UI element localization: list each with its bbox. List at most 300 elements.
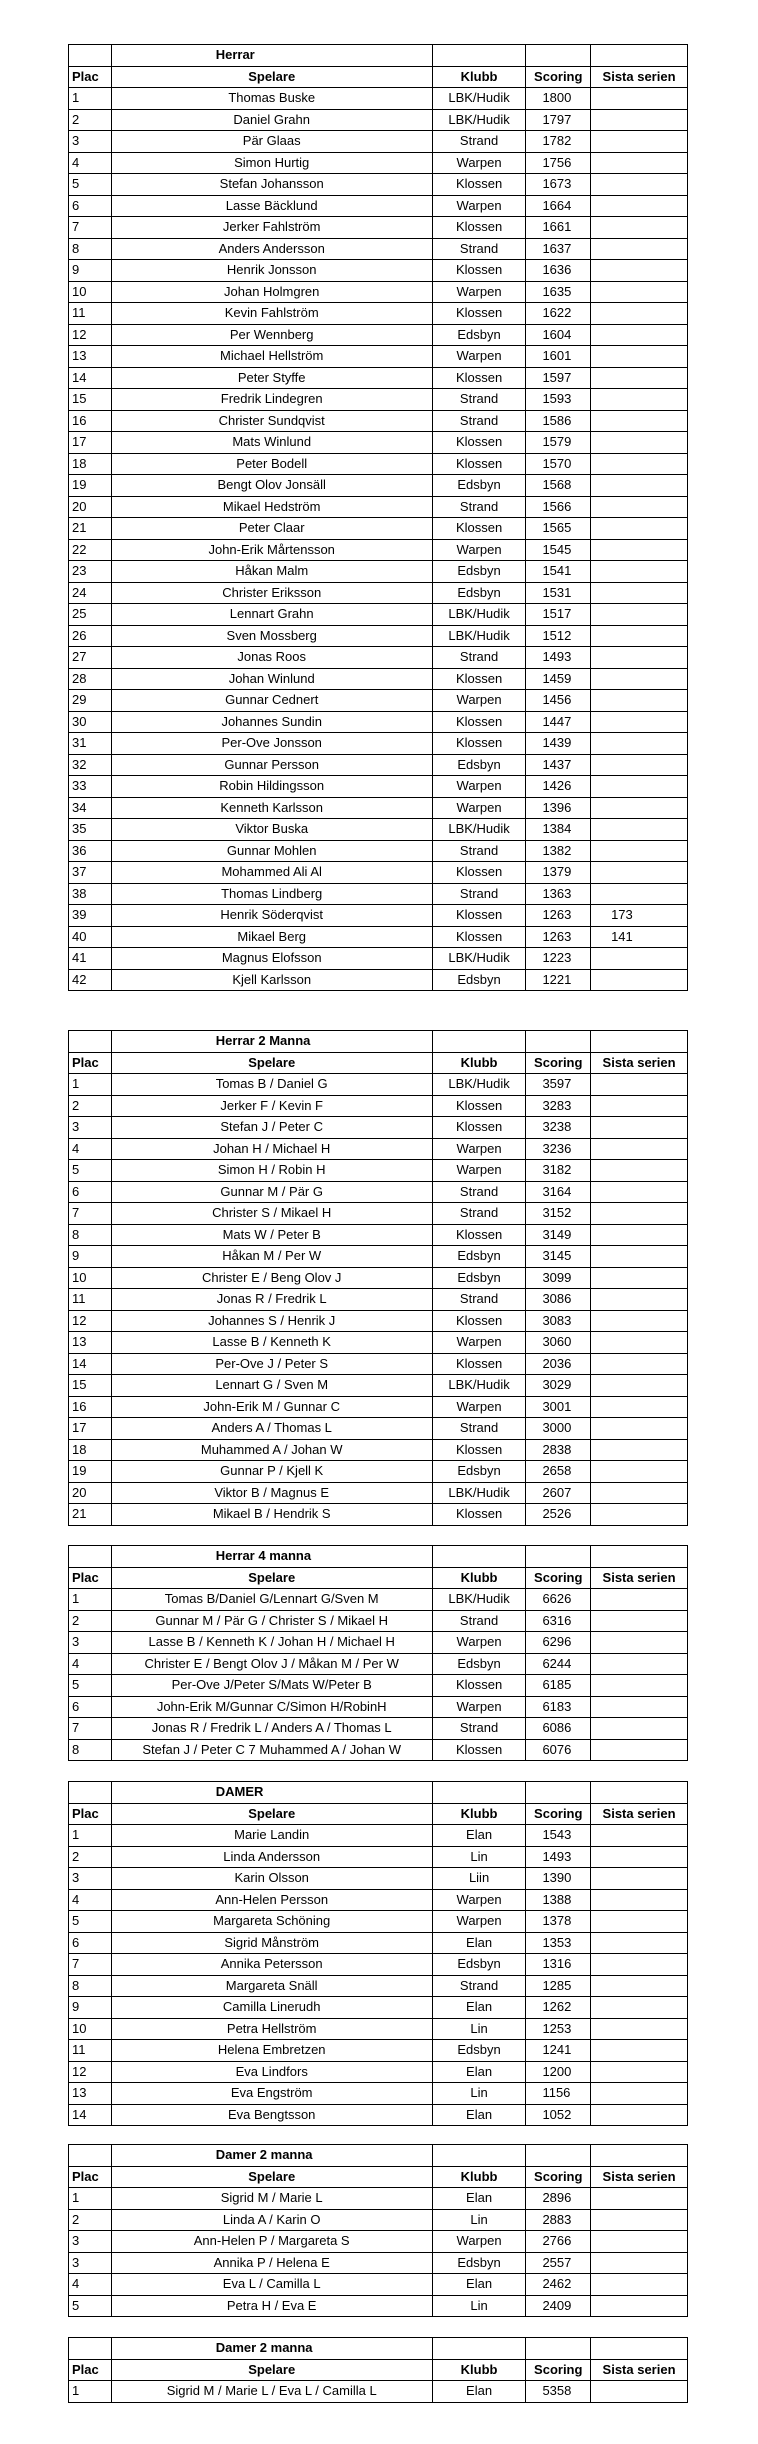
cell-score: 3086 bbox=[526, 1289, 591, 1311]
table-row bbox=[69, 367, 688, 389]
cell-last-series bbox=[591, 1418, 688, 1440]
cell-plac: 11 bbox=[69, 303, 112, 325]
cell-player: Gunnar Cednert bbox=[111, 690, 432, 712]
cell-plac: 4 bbox=[69, 152, 112, 174]
cell-last-series bbox=[591, 1074, 688, 1096]
standings-table bbox=[68, 44, 688, 991]
cell-club: Edsbyn bbox=[432, 324, 526, 346]
cell-club: Warpen bbox=[432, 539, 526, 561]
title-empty-cell bbox=[69, 1782, 112, 1804]
table-row bbox=[69, 1074, 688, 1096]
cell-player: Magnus Elofsson bbox=[111, 948, 432, 970]
cell-club: Elan bbox=[432, 2104, 526, 2126]
cell-club: Strand bbox=[432, 1203, 526, 1225]
table-row bbox=[69, 1138, 688, 1160]
cell-plac: 7 bbox=[69, 1203, 112, 1225]
cell-player: Lennart Grahn bbox=[111, 604, 432, 626]
cell-last-series bbox=[591, 1610, 688, 1632]
column-header-score: Scoring bbox=[526, 1052, 591, 1074]
cell-score: 2409 bbox=[526, 2295, 591, 2317]
cell-club: Lin bbox=[432, 1846, 526, 1868]
cell-plac: 1 bbox=[69, 2188, 112, 2210]
table-row bbox=[69, 1696, 688, 1718]
cell-last-series bbox=[591, 367, 688, 389]
cell-club: Klossen bbox=[432, 260, 526, 282]
cell-player: Christer E / Beng Olov J bbox=[111, 1267, 432, 1289]
cell-last-series bbox=[591, 1353, 688, 1375]
cell-club: Lin bbox=[432, 2295, 526, 2317]
cell-club: Edsbyn bbox=[432, 1954, 526, 1976]
cell-score: 1379 bbox=[526, 862, 591, 884]
cell-club: Klossen bbox=[432, 905, 526, 927]
cell-club: Edsbyn bbox=[432, 1653, 526, 1675]
cell-club: Klossen bbox=[432, 1675, 526, 1697]
cell-score: 2658 bbox=[526, 1461, 591, 1483]
cell-score: 2036 bbox=[526, 1353, 591, 1375]
cell-player: Margareta Snäll bbox=[111, 1975, 432, 1997]
cell-last-series bbox=[591, 238, 688, 260]
table-row bbox=[69, 1889, 688, 1911]
standings-table bbox=[68, 2144, 688, 2317]
column-header-player: Spelare bbox=[111, 2166, 432, 2188]
cell-plac: 6 bbox=[69, 1932, 112, 1954]
cell-player: Johannes Sundin bbox=[111, 711, 432, 733]
cell-player: Christer E / Bengt Olov J / Måkan M / Per W bbox=[111, 1653, 432, 1675]
table-row bbox=[69, 1353, 688, 1375]
table-row bbox=[69, 1739, 688, 1761]
cell-player: Jerker Fahlström bbox=[111, 217, 432, 239]
cell-player: Eva Engström bbox=[111, 2083, 432, 2105]
table-row bbox=[69, 475, 688, 497]
cell-score: 1661 bbox=[526, 217, 591, 239]
cell-plac: 23 bbox=[69, 561, 112, 583]
cell-player: Jonas Roos bbox=[111, 647, 432, 669]
cell-last-series bbox=[591, 1461, 688, 1483]
cell-plac: 3 bbox=[69, 2252, 112, 2274]
column-header-club: Klubb bbox=[432, 2166, 526, 2188]
cell-last-series bbox=[591, 152, 688, 174]
cell-last-series bbox=[591, 2295, 688, 2317]
cell-club: Elan bbox=[432, 2274, 526, 2296]
cell-last-series bbox=[591, 88, 688, 110]
cell-plac: 5 bbox=[69, 1911, 112, 1933]
cell-plac: 10 bbox=[69, 2018, 112, 2040]
cell-score: 3099 bbox=[526, 1267, 591, 1289]
table-row bbox=[69, 1439, 688, 1461]
table-row bbox=[69, 1954, 688, 1976]
cell-score: 3149 bbox=[526, 1224, 591, 1246]
cell-club: LBK/Hudik bbox=[432, 1074, 526, 1096]
cell-last-series bbox=[591, 1846, 688, 1868]
cell-player: Gunnar P / Kjell K bbox=[111, 1461, 432, 1483]
table-row bbox=[69, 582, 688, 604]
cell-club: Edsbyn bbox=[432, 582, 526, 604]
cell-player: John-Erik M/Gunnar C/Simon H/RobinH bbox=[111, 1696, 432, 1718]
table-row bbox=[69, 797, 688, 819]
cell-score: 1363 bbox=[526, 883, 591, 905]
cell-score: 1263 bbox=[526, 905, 591, 927]
cell-last-series bbox=[591, 410, 688, 432]
table-row bbox=[69, 754, 688, 776]
cell-player: Camilla Linerudh bbox=[111, 1997, 432, 2019]
cell-score: 3597 bbox=[526, 1074, 591, 1096]
cell-club: Klossen bbox=[432, 303, 526, 325]
cell-plac: 8 bbox=[69, 1224, 112, 1246]
table-row bbox=[69, 152, 688, 174]
cell-score: 1545 bbox=[526, 539, 591, 561]
title-empty-cell bbox=[591, 1782, 688, 1804]
cell-plac: 18 bbox=[69, 453, 112, 475]
cell-plac: 33 bbox=[69, 776, 112, 798]
cell-player: Per Wennberg bbox=[111, 324, 432, 346]
cell-player: Gunnar M / Pär G bbox=[111, 1181, 432, 1203]
cell-club: Warpen bbox=[432, 1332, 526, 1354]
cell-club: LBK/Hudik bbox=[432, 88, 526, 110]
column-header-plac: Plac bbox=[69, 1567, 112, 1589]
cell-player: Per-Ove J/Peter S/Mats W/Peter B bbox=[111, 1675, 432, 1697]
cell-club: Strand bbox=[432, 647, 526, 669]
cell-player: Håkan Malm bbox=[111, 561, 432, 583]
title-empty-cell bbox=[591, 1546, 688, 1568]
column-header-plac: Plac bbox=[69, 1803, 112, 1825]
cell-club: Elan bbox=[432, 1825, 526, 1847]
cell-score: 1241 bbox=[526, 2040, 591, 2062]
cell-last-series bbox=[591, 1117, 688, 1139]
standings-table bbox=[68, 1545, 688, 1761]
cell-club: Strand bbox=[432, 1418, 526, 1440]
cell-score: 1637 bbox=[526, 238, 591, 260]
cell-score: 1622 bbox=[526, 303, 591, 325]
cell-plac: 9 bbox=[69, 1997, 112, 2019]
cell-score: 3083 bbox=[526, 1310, 591, 1332]
cell-player: Peter Claar bbox=[111, 518, 432, 540]
cell-score: 1382 bbox=[526, 840, 591, 862]
cell-plac: 4 bbox=[69, 2274, 112, 2296]
cell-score: 6086 bbox=[526, 1718, 591, 1740]
table-header-row bbox=[69, 1052, 688, 1074]
cell-plac: 39 bbox=[69, 905, 112, 927]
cell-last-series bbox=[591, 1868, 688, 1890]
cell-last-series bbox=[591, 432, 688, 454]
cell-player: Petra Hellström bbox=[111, 2018, 432, 2040]
cell-club: Klossen bbox=[432, 711, 526, 733]
cell-plac: 37 bbox=[69, 862, 112, 884]
cell-score: 1664 bbox=[526, 195, 591, 217]
cell-score: 3164 bbox=[526, 1181, 591, 1203]
cell-plac: 36 bbox=[69, 840, 112, 862]
cell-club: Warpen bbox=[432, 2231, 526, 2253]
cell-last-series bbox=[591, 819, 688, 841]
table-row bbox=[69, 2295, 688, 2317]
cell-plac: 9 bbox=[69, 260, 112, 282]
cell-plac: 7 bbox=[69, 217, 112, 239]
cell-club: Warpen bbox=[432, 1889, 526, 1911]
cell-plac: 3 bbox=[69, 1868, 112, 1890]
cell-last-series bbox=[591, 496, 688, 518]
cell-plac: 8 bbox=[69, 238, 112, 260]
title-empty-cell bbox=[526, 45, 591, 67]
cell-last-series bbox=[591, 1589, 688, 1611]
cell-club: Warpen bbox=[432, 690, 526, 712]
table-row bbox=[69, 1911, 688, 1933]
cell-score: 6626 bbox=[526, 1589, 591, 1611]
cell-club: Elan bbox=[432, 2188, 526, 2210]
cell-player: Lennart G / Sven M bbox=[111, 1375, 432, 1397]
title-empty-cell bbox=[526, 1031, 591, 1053]
cell-last-series bbox=[591, 303, 688, 325]
column-header-club: Klubb bbox=[432, 66, 526, 88]
cell-player: Jerker F / Kevin F bbox=[111, 1095, 432, 1117]
cell-plac: 20 bbox=[69, 496, 112, 518]
cell-player: Robin Hildingsson bbox=[111, 776, 432, 798]
cell-last-series bbox=[591, 1675, 688, 1697]
cell-score: 1531 bbox=[526, 582, 591, 604]
cell-player: Eva Bengtsson bbox=[111, 2104, 432, 2126]
cell-club: LBK/Hudik bbox=[432, 1589, 526, 1611]
cell-plac: 41 bbox=[69, 948, 112, 970]
cell-club: LBK/Hudik bbox=[432, 1375, 526, 1397]
column-header-player: Spelare bbox=[111, 66, 432, 88]
cell-score: 1316 bbox=[526, 1954, 591, 1976]
cell-last-series bbox=[591, 131, 688, 153]
title-empty-cell bbox=[69, 2145, 112, 2167]
cell-plac: 18 bbox=[69, 1439, 112, 1461]
cell-plac: 27 bbox=[69, 647, 112, 669]
cell-score: 1579 bbox=[526, 432, 591, 454]
cell-plac: 24 bbox=[69, 582, 112, 604]
cell-last-series bbox=[591, 1889, 688, 1911]
cell-plac: 8 bbox=[69, 1739, 112, 1761]
cell-score: 1673 bbox=[526, 174, 591, 196]
column-header-player: Spelare bbox=[111, 1567, 432, 1589]
cell-club: Klossen bbox=[432, 518, 526, 540]
cell-plac: 19 bbox=[69, 1461, 112, 1483]
table-row bbox=[69, 819, 688, 841]
cell-club: Strand bbox=[432, 496, 526, 518]
cell-plac: 26 bbox=[69, 625, 112, 647]
cell-score: 1800 bbox=[526, 88, 591, 110]
table-row bbox=[69, 926, 688, 948]
cell-player: Lasse B / Kenneth K bbox=[111, 1332, 432, 1354]
cell-last-series bbox=[591, 1267, 688, 1289]
column-header-score: Scoring bbox=[526, 1567, 591, 1589]
cell-club: Klossen bbox=[432, 453, 526, 475]
cell-plac: 4 bbox=[69, 1653, 112, 1675]
table-row bbox=[69, 1160, 688, 1182]
table-title: DAMER bbox=[111, 1782, 432, 1804]
table-row bbox=[69, 711, 688, 733]
cell-score: 1200 bbox=[526, 2061, 591, 2083]
cell-club: Edsbyn bbox=[432, 1246, 526, 1268]
cell-last-series bbox=[591, 1482, 688, 1504]
cell-club: Strand bbox=[432, 238, 526, 260]
cell-score: 2557 bbox=[526, 2252, 591, 2274]
cell-club: LBK/Hudik bbox=[432, 1482, 526, 1504]
cell-player: Sigrid M / Marie L bbox=[111, 2188, 432, 2210]
cell-club: Klossen bbox=[432, 1117, 526, 1139]
cell-player: Stefan J / Peter C bbox=[111, 1117, 432, 1139]
cell-score: 1456 bbox=[526, 690, 591, 712]
cell-last-series bbox=[591, 1224, 688, 1246]
cell-score: 1378 bbox=[526, 1911, 591, 1933]
cell-player: Sven Mossberg bbox=[111, 625, 432, 647]
cell-player: Viktor B / Magnus E bbox=[111, 1482, 432, 1504]
cell-score: 1756 bbox=[526, 152, 591, 174]
cell-score: 1635 bbox=[526, 281, 591, 303]
cell-plac: 11 bbox=[69, 1289, 112, 1311]
cell-last-series bbox=[591, 1954, 688, 1976]
title-empty-cell bbox=[526, 1546, 591, 1568]
cell-last-series bbox=[591, 883, 688, 905]
cell-club: Klossen bbox=[432, 432, 526, 454]
cell-player: Christer Sundqvist bbox=[111, 410, 432, 432]
cell-score: 2462 bbox=[526, 2274, 591, 2296]
cell-score: 2896 bbox=[526, 2188, 591, 2210]
cell-player: John-Erik Mårtensson bbox=[111, 539, 432, 561]
title-empty-cell bbox=[591, 2338, 688, 2360]
column-header-player: Spelare bbox=[111, 2359, 432, 2381]
title-empty-cell bbox=[432, 1031, 526, 1053]
table-row bbox=[69, 1461, 688, 1483]
cell-score: 1285 bbox=[526, 1975, 591, 1997]
cell-player: Peter Styffe bbox=[111, 367, 432, 389]
cell-last-series bbox=[591, 475, 688, 497]
cell-score: 6183 bbox=[526, 1696, 591, 1718]
cell-score: 1565 bbox=[526, 518, 591, 540]
table-row bbox=[69, 2209, 688, 2231]
table-title-row bbox=[69, 2145, 688, 2167]
cell-plac: 38 bbox=[69, 883, 112, 905]
table-row bbox=[69, 1997, 688, 2019]
cell-score: 1493 bbox=[526, 647, 591, 669]
cell-last-series bbox=[591, 1203, 688, 1225]
cell-last-series bbox=[591, 862, 688, 884]
cell-plac: 5 bbox=[69, 174, 112, 196]
cell-last-series bbox=[591, 2018, 688, 2040]
cell-last-series bbox=[591, 561, 688, 583]
cell-score: 1156 bbox=[526, 2083, 591, 2105]
cell-last-series: 141 bbox=[591, 926, 688, 948]
cell-score: 5358 bbox=[526, 2381, 591, 2403]
table-row bbox=[69, 1181, 688, 1203]
table-row bbox=[69, 410, 688, 432]
cell-player: Simon Hurtig bbox=[111, 152, 432, 174]
cell-plac: 1 bbox=[69, 1074, 112, 1096]
cell-last-series bbox=[591, 1289, 688, 1311]
cell-score: 1447 bbox=[526, 711, 591, 733]
cell-plac: 3 bbox=[69, 1117, 112, 1139]
cell-player: Karin Olsson bbox=[111, 1868, 432, 1890]
title-empty-cell bbox=[69, 1546, 112, 1568]
cell-club: Strand bbox=[432, 1610, 526, 1632]
table-row bbox=[69, 1504, 688, 1526]
cell-score: 2766 bbox=[526, 2231, 591, 2253]
title-empty-cell bbox=[69, 45, 112, 67]
cell-player: Tomas B / Daniel G bbox=[111, 1074, 432, 1096]
table-row bbox=[69, 1246, 688, 1268]
table-row bbox=[69, 432, 688, 454]
cell-plac: 3 bbox=[69, 131, 112, 153]
cell-player: Mats W / Peter B bbox=[111, 1224, 432, 1246]
cell-last-series bbox=[591, 625, 688, 647]
table-row bbox=[69, 1289, 688, 1311]
column-header-last-series: Sista serien bbox=[591, 66, 688, 88]
cell-club: Elan bbox=[432, 1932, 526, 1954]
table-row bbox=[69, 948, 688, 970]
table-row bbox=[69, 1095, 688, 1117]
cell-plac: 5 bbox=[69, 2295, 112, 2317]
cell-score: 3182 bbox=[526, 1160, 591, 1182]
title-empty-cell bbox=[526, 2145, 591, 2167]
cell-score: 2607 bbox=[526, 1482, 591, 1504]
cell-plac: 21 bbox=[69, 1504, 112, 1526]
table-row bbox=[69, 2274, 688, 2296]
table-row bbox=[69, 195, 688, 217]
column-header-player: Spelare bbox=[111, 1803, 432, 1825]
cell-plac: 10 bbox=[69, 281, 112, 303]
cell-club: Warpen bbox=[432, 1696, 526, 1718]
cell-player: Gunnar Mohlen bbox=[111, 840, 432, 862]
table-title: Herrar bbox=[111, 45, 432, 67]
cell-last-series bbox=[591, 1375, 688, 1397]
cell-plac: 1 bbox=[69, 2381, 112, 2403]
cell-player: Håkan M / Per W bbox=[111, 1246, 432, 1268]
cell-player: Muhammed A / Johan W bbox=[111, 1439, 432, 1461]
cell-score: 2883 bbox=[526, 2209, 591, 2231]
cell-player: Anders Andersson bbox=[111, 238, 432, 260]
cell-club: Klossen bbox=[432, 733, 526, 755]
table-row bbox=[69, 1610, 688, 1632]
cell-plac: 14 bbox=[69, 367, 112, 389]
cell-player: Bengt Olov Jonsäll bbox=[111, 475, 432, 497]
table-title: Damer 2 manna bbox=[111, 2338, 432, 2360]
cell-club: LBK/Hudik bbox=[432, 109, 526, 131]
cell-plac: 20 bbox=[69, 1482, 112, 1504]
cell-player: Daniel Grahn bbox=[111, 109, 432, 131]
cell-plac: 8 bbox=[69, 1975, 112, 1997]
title-empty-cell bbox=[432, 45, 526, 67]
cell-club: Warpen bbox=[432, 281, 526, 303]
cell-club: Edsbyn bbox=[432, 561, 526, 583]
table-row bbox=[69, 131, 688, 153]
cell-score: 1543 bbox=[526, 1825, 591, 1847]
cell-club: Klossen bbox=[432, 1504, 526, 1526]
cell-last-series bbox=[591, 1439, 688, 1461]
cell-club: Klossen bbox=[432, 174, 526, 196]
cell-plac: 16 bbox=[69, 1396, 112, 1418]
table-row bbox=[69, 281, 688, 303]
table-row bbox=[69, 776, 688, 798]
table-row bbox=[69, 1396, 688, 1418]
cell-score: 6076 bbox=[526, 1739, 591, 1761]
cell-club: Elan bbox=[432, 2061, 526, 2083]
cell-plac: 4 bbox=[69, 1889, 112, 1911]
cell-last-series bbox=[591, 2274, 688, 2296]
cell-score: 1541 bbox=[526, 561, 591, 583]
cell-club: LBK/Hudik bbox=[432, 625, 526, 647]
table-header-row bbox=[69, 2166, 688, 2188]
column-header-last-series: Sista serien bbox=[591, 1052, 688, 1074]
cell-plac: 6 bbox=[69, 195, 112, 217]
cell-last-series bbox=[591, 2231, 688, 2253]
cell-last-series bbox=[591, 948, 688, 970]
cell-score: 1390 bbox=[526, 1868, 591, 1890]
cell-score: 2838 bbox=[526, 1439, 591, 1461]
column-header-score: Scoring bbox=[526, 2166, 591, 2188]
cell-plac: 30 bbox=[69, 711, 112, 733]
cell-score: 1439 bbox=[526, 733, 591, 755]
cell-score: 1586 bbox=[526, 410, 591, 432]
